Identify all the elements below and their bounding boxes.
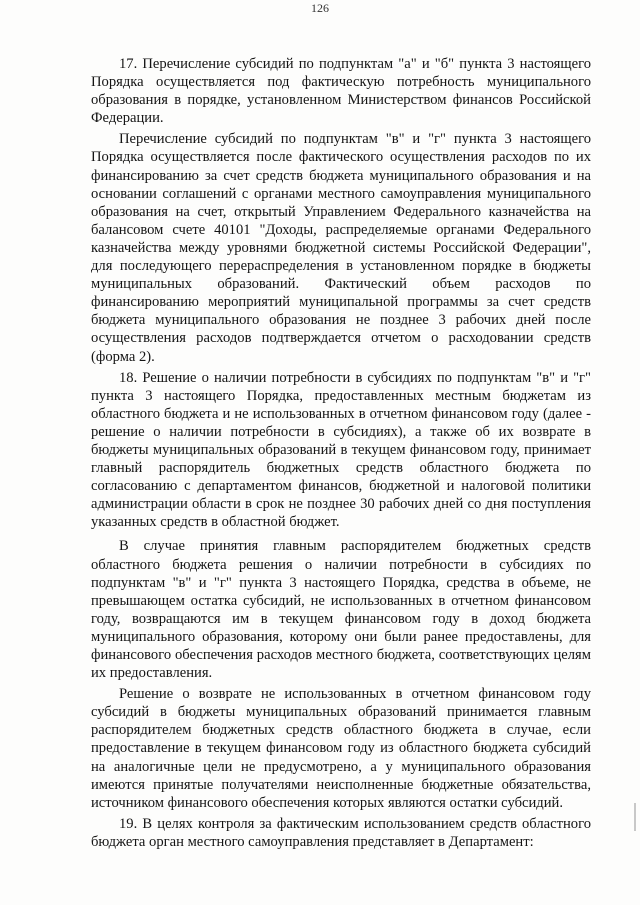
paragraph-18: 18. Решение о наличии потребности в субсидиях по подпунктам "в" и "г" пункта 3 настоящего Порядка, предоставленных местным бюджетам из областного бюджета и не использованных в отчетном финансовом году (далее - решение о наличии потребности в субсидиях), а также об их возврате в бюджеты муниципальных образований в текущем финансовом году, принимает главный распорядитель бюджетных средств областного бюджета по согласованию с департаментом финансов, бюджетной и налоговой политики администрации области в срок не позднее 30 рабочих дней со дня поступления указанных средств в областной бюджет. [91, 369, 591, 531]
paragraph-17-transfer: Перечисление субсидий по подпунктам "в" и "г" пункта 3 настоящего Порядка осуществляется после фактического осуществления расходов по их финансированию за счет средств бюджета муниципального образования и на основании соглашений с органами местного самоуправления муниципального образования на счет, открытый Управлением Федерального казначейства на балансовом счете 40101 "Доходы, распределяемые органами Федерального казначейства между уровнями бюджетной системы Российской Федерации", для последующего перераспределения в установленном порядке в бюджеты муниципальных образований. Фактический объем расходов по финансированию мероприятий муниципальной программы за счет средств бюджета муниципального образования не позднее 3 рабочих дней после осуществления расходов подтверждается отчетом о расходовании средств (форма 2). [91, 131, 591, 365]
paragraph-17: 17. Перечисление субсидий по подпунктам "а" и "б" пункта 3 настоящего Порядка осуществляется под фактическую потребность муниципального образования в порядке, установленном Министерством финансов Российской Федерации. [91, 56, 591, 127]
paragraph-19: 19. В целях контроля за фактическим использованием средств областного бюджета орган местного самоуправления представляет в Департамент: [91, 815, 591, 850]
paragraph-18-decision: Решение о возврате не использованных в отчетном финансовом году субсидий в бюджеты муниципальных образований принимается главным распорядителем бюджетных средств областного бюджета в случае, если предоставление в текущем финансовом году из областного бюджета субсидий на аналогичные цели не предусмотрено, а у муниципального образования имеются принятые получателями неисполненные бюджетные обязательства, источником финансового обеспечения которых являются остатки субсидий. [91, 686, 591, 811]
document-body [91, 55, 591, 857]
page-number: 126 [311, 1, 329, 15]
paragraph-18-return: В случае принятия главным распорядителем бюджетных средств областного бюджета решения о наличии потребности в субсидиях по подпунктам "в" и "г" пункта 3 настоящего Порядка, средства в объеме, не превышающем остатка субсидий, не использованных в отчетном финансовом году, возвращаются им в текущем финансовом году в доход бюджета муниципального образования, которому они были ранее предоставлены, для финансового обеспечения расходов местного бюджета, соответствующих целям их предоставления. [91, 538, 591, 682]
scan-margin-mark [634, 803, 636, 831]
